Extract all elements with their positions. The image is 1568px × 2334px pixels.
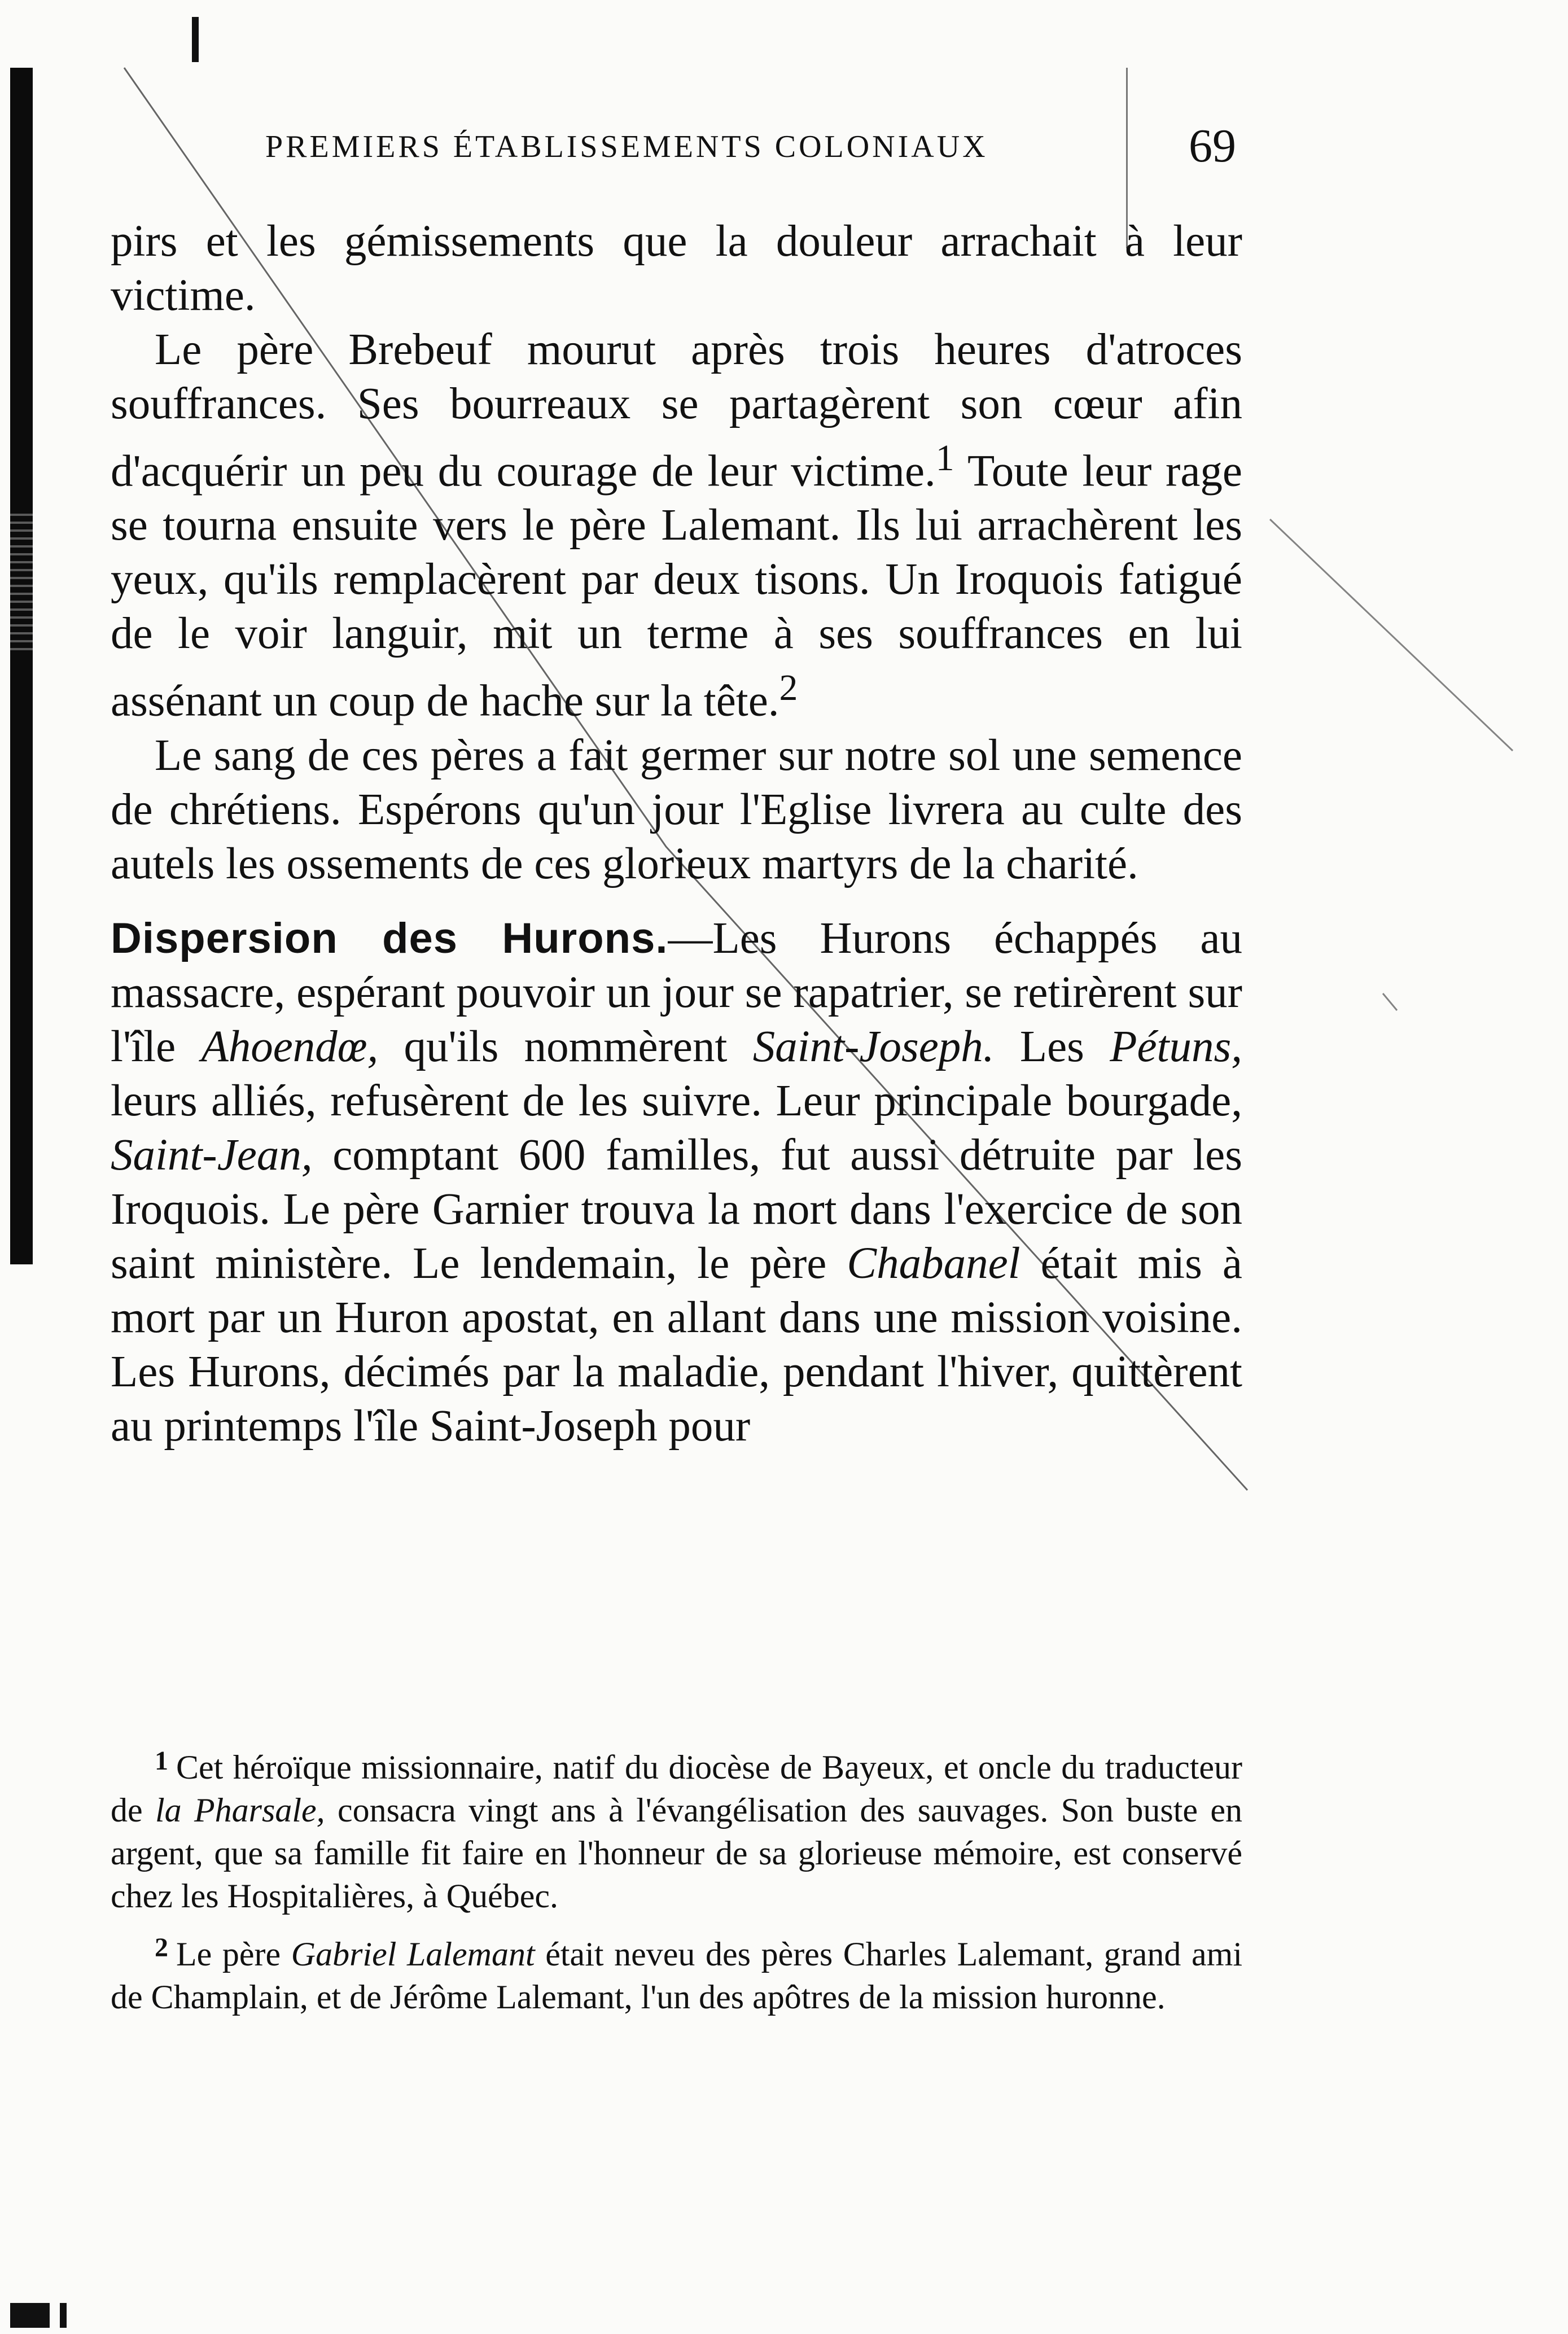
paragraph-martyrs: Le sang de ces pères a fait germer sur notre sol une semence de chrétiens. Espérons qu'un jour l'Eglise livrera au culte des autels les ossements de ces glorieux martyrs de la charité. (111, 730, 1242, 888)
paragraph-brebeuf: Le père Brebeuf mourut après trois heures d'atroces souffrances. Ses bourreaux se partagèrent son cœur afin d'acquérir un peu du courage de leur victime.$^1$ Toute leur rage se tourna ensuite vers le père Lalemant. Ils lui arrachèrent les yeux, qu'ils remplacèrent par deux tisons. Un Iroquois fatigué de le voir languir, mit un terme à ses souffrances en lui assénant un coup de hache sur la tête.$^2$ (111, 325, 1242, 726)
paragraph-continuation: pirs et les gémissements que la douleur arrachait à leur victime. (111, 217, 1242, 320)
running-title: PREMIERS ÉTABLISSEMENTS COLONIAUX (265, 129, 988, 164)
scan-mark-bottom (10, 2303, 72, 2328)
footnotes (111, 1740, 1242, 2028)
footnote-1: $^1$ Cet héroïque missionnaire, natif du diocèse de Bayeux, et oncle du traducteur de la Pharsale, consacra vingt ans à l'évangélisation des sauvages. Son buste en argent, que sa famille fit faire en l'honneur de sa glorieuse mémoire, est conservé chez les Hospitalières, à Québec. (111, 1746, 1242, 1915)
footnote-marker: 2 (155, 1933, 168, 1963)
section-heading: Dispersion des Hurons. (111, 914, 668, 962)
paragraph-dispersion: Dispersion des Hurons.—Les Hurons échappés au massacre, espérant pouvoir un jour se rapatrier, se retirèrent sur l'île Ahoendœ, qu'ils nommèrent Saint-Joseph. Les Pétuns, leurs alliés, refusèrent de les suivre. Leur principale bourgade, Saint-Jean, comptant 600 familles, fut aussi détruite par les Iroquois. Le père Garnier trouva la mort dans l'exercice de son saint ministère. Le lendemain, le père Chabanel était mis à mort par un Huron apostat, en allant dans une mission voisine. Les Hurons, décimés par la maladie, pendant l'hiver, quittèrent au printemps l'île Saint-Joseph pour (111, 913, 1242, 1451)
scan-mark-top (192, 17, 199, 62)
page-number: 69 (1189, 120, 1236, 172)
footnote-marker: 1 (155, 1746, 168, 1776)
scan-edge-bar (10, 68, 33, 1264)
footnote-ref-2: 2 (779, 667, 798, 709)
main-text (111, 214, 1242, 1453)
running-header (265, 113, 1236, 175)
scan-edge-texture (10, 508, 33, 655)
footnote-ref-1: 1 (935, 437, 954, 479)
footnote-2: $^2$ Le père Gabriel Lalemant était neveu des pères Charles Lalemant, grand ami de Champlain, et de Jérôme Lalemant, l'un des apôtres de la mission huronne. (111, 1933, 1242, 2016)
